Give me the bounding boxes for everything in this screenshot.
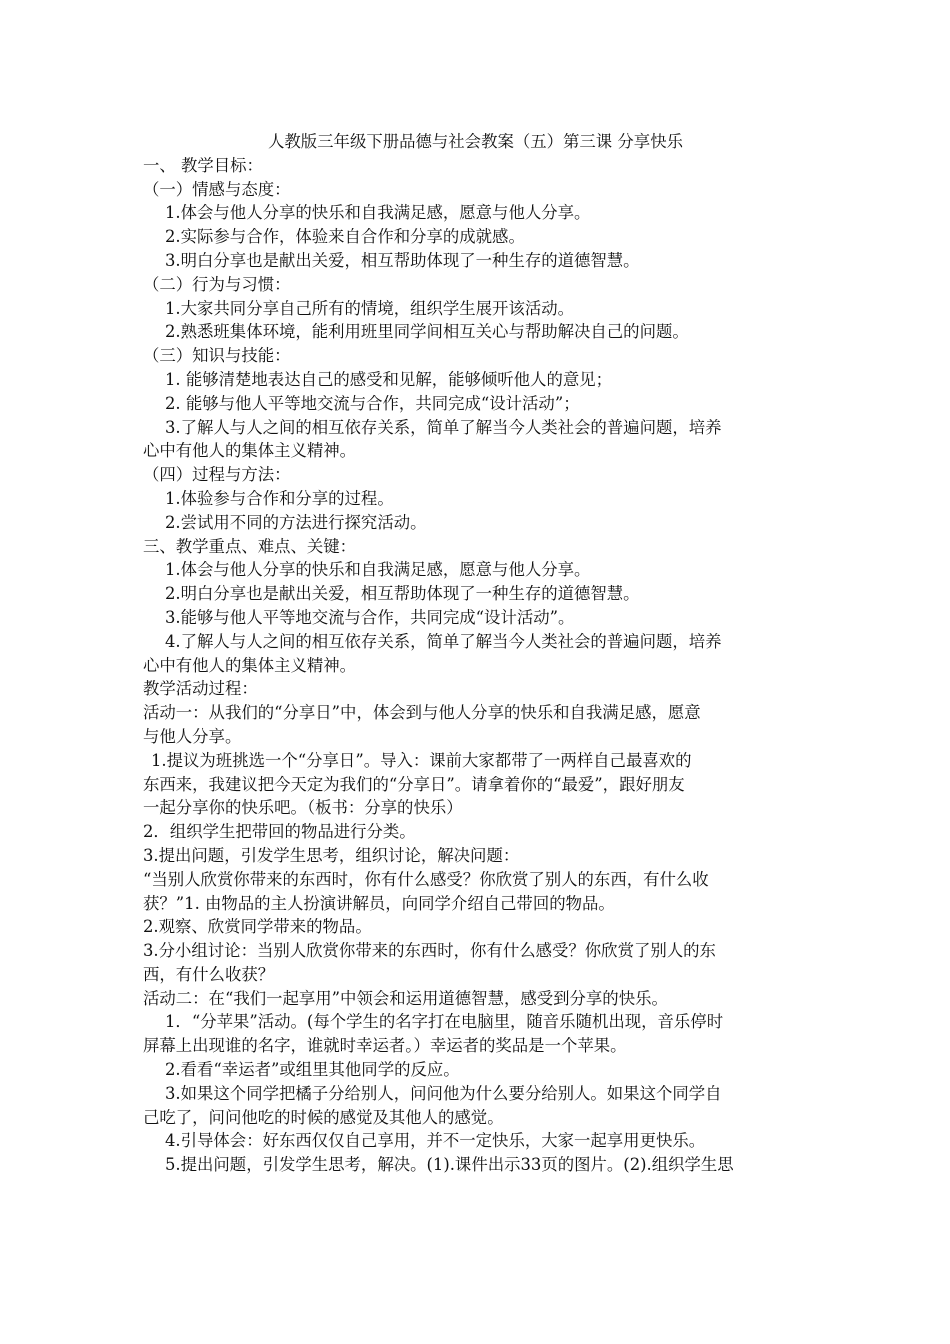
paragraph-line: 1.提议为班挑选一个“分享日”。导入：课前大家都带了一两样自己最喜欢的 (151, 750, 692, 770)
paragraph-line: 1. 能够清楚地表达自己的感受和见解，能够倾听他人的意见； (165, 369, 613, 389)
paragraph-line: 3.分小组讨论：当别人欣赏你带来的东西时，你有什么感受？你欣赏了别人的东 (143, 941, 716, 961)
paragraph-line: 2.明白分享也是献出关爱，相互帮助体现了一种生存的道德智慧。 (165, 584, 640, 604)
paragraph-line: 2.熟悉班集体环境，能利用班里同学间相互关心与帮助解决自己的问题。 (165, 322, 689, 342)
paragraph-line: “当别人欣赏你带来的东西时，你有什么感受？你欣赏了别人的东西，有什么收 (143, 869, 709, 889)
subsection-heading: （三）知识与技能： (143, 346, 291, 366)
paragraph-line: 2.尝试用不同的方法进行探究活动。 (165, 512, 427, 532)
paragraph-line: 1.大家共同分享自己所有的情境，组织学生展开该活动。 (165, 298, 575, 318)
paragraph-line: 己吃了，问问他吃的时候的感觉及其他人的感觉。 (143, 1107, 504, 1127)
paragraph-line: 4.了解人与人之间的相互依存关系，简单了解当今人类社会的普遍问题，培养 (165, 631, 722, 651)
section-teaching-goals (143, 154, 808, 178)
paragraph-line: 3.能够与他人平等地交流与合作，共同完成“设计活动”。 (165, 607, 575, 627)
subsection-heading: （四）过程与方法： (143, 465, 291, 485)
paragraph-line: 2.实际参与合作，体验来自合作和分享的成就感。 (165, 227, 525, 247)
paragraph-line: 5.提出问题，引发学生思考，解决。(1).课件出示33页的图片。(2).组织学生思 (165, 1155, 734, 1175)
paragraph-line: 东西来，我建议把今天定为我们的“分享日”。请拿着你的“最爱”，跟好朋友 (143, 774, 685, 794)
document-page (143, 130, 808, 1177)
paragraph-line: 屏幕上出现谁的名字，谁就时幸运者。）幸运者的奖品是一个苹果。 (143, 1036, 627, 1056)
paragraph-line: 心中有他人的集体主义精神。 (143, 655, 357, 675)
paragraph-line: 2.观察、欣赏同学带来的物品。 (143, 917, 372, 937)
subsection-heading: （一）情感与态度： (143, 179, 291, 199)
section-label: 教学目标： (181, 155, 263, 175)
paragraph-line: 活动一：从我们的“分享日”中，体会到与他人分享的快乐和自我满足感，愿意 (143, 703, 701, 723)
paragraph-line: 获？”1. 由物品的主人扮演讲解员，向同学介绍自己带回的物品。 (143, 893, 615, 913)
section-heading: 教学活动过程： (143, 679, 258, 699)
section-number: 一、 (143, 155, 176, 175)
paragraph-line: 一起分享你的快乐吧。（板书：分享的快乐） (143, 798, 463, 818)
paragraph-line: 2. 能够与他人平等地交流与合作，共同完成“设计活动”； (165, 393, 580, 413)
subsection-heading: （二）行为与习惯： (143, 274, 291, 294)
paragraph-line: 3.提出问题，引发学生思考，组织讨论，解决问题： (143, 845, 520, 865)
paragraph-line: 2.看看“幸运者”或组里其他同学的反应。 (165, 1060, 460, 1080)
paragraph-line: 4.引导体会：好东西仅仅自己享用，并不一定快乐，大家一起享用更快乐。 (165, 1131, 706, 1151)
paragraph-line: 与他人分享。 (143, 726, 242, 746)
paragraph-line: 3.明白分享也是献出关爱，相互帮助体现了一种生存的道德智慧。 (165, 250, 640, 270)
paragraph-line: 1.体会与他人分享的快乐和自我满足感，愿意与他人分享。 (165, 560, 591, 580)
section-heading: 三、教学重点、难点、关键： (143, 536, 357, 556)
paragraph-line: 3.了解人与人之间的相互依存关系，简单了解当今人类社会的普遍问题，培养 (165, 417, 722, 437)
paragraph-line: 1.体会与他人分享的快乐和自我满足感，愿意与他人分享。 (165, 203, 591, 223)
paragraph-line: 心中有他人的集体主义精神。 (143, 441, 357, 461)
paragraph-line: 3.如果这个同学把橘子分给别人，问问他为什么要分给别人。如果这个同学自 (165, 1083, 722, 1103)
document-title: 人教版三年级下册品德与社会教案（五）第三课 分享快乐 (268, 132, 683, 151)
paragraph-line: 2．组织学生把带回的物品进行分类。 (143, 822, 416, 842)
paragraph-line: 1.体验参与合作和分享的过程。 (165, 488, 394, 508)
paragraph-line: 活动二：在“我们一起享用”中领会和运用道德智慧，感受到分享的快乐。 (143, 988, 668, 1008)
paragraph-line: 西，有什么收获？ (143, 964, 275, 984)
paragraph-line: 1．“分苹果”活动。(每个学生的名字打在电脑里，随音乐随机出现，音乐停时 (165, 1012, 724, 1032)
